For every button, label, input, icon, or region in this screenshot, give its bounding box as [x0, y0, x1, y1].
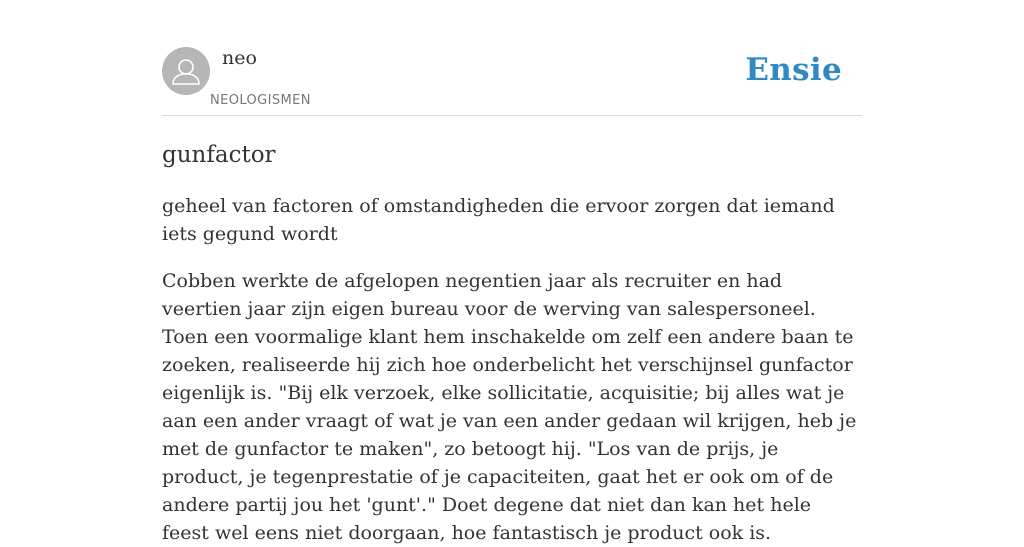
user-silhouette-icon: [162, 47, 210, 95]
entry-definition: geheel van factoren of omstandigheden die ervoor zorgen dat iemand iets gegund wordt: [162, 195, 835, 245]
ensie-logo[interactable]: Ensie: [745, 52, 842, 88]
header-divider: [162, 115, 862, 116]
entry-title: gunfactor: [162, 142, 276, 168]
category-label[interactable]: NEOLOGISMEN: [210, 93, 311, 108]
username-link[interactable]: neo: [222, 47, 257, 69]
entry-example: Cobben werkte de afgelopen negentien jaar als recruiter en had veertien jaar zijn eigen bureau voor de werving van salespersoneel. Toen een voormalige klant hem inschakelde om zelf een andere baan te zoeken, realiseerde hij zich hoe onderbelicht het verschijnsel gunfactor eigenlijk is. "Bij elk verzoek, elke sollicitatie, acquisitie; bij alles wat je aan een ander vraagt of wat je van een ander gedaan wil krijgen, heb je met de gunfactor te maken", zo betoogt hij. "Los van de prijs, je product, je tegenprestatie of je capaciteiten, gaat het er ook om of de andere partij jou het 'gunt'." Doet degene dat niet dan kan het hele feest wel eens niet doorgaan, hoe fantastisch je product ook is.: [162, 270, 857, 544]
avatar[interactable]: [162, 47, 210, 95]
